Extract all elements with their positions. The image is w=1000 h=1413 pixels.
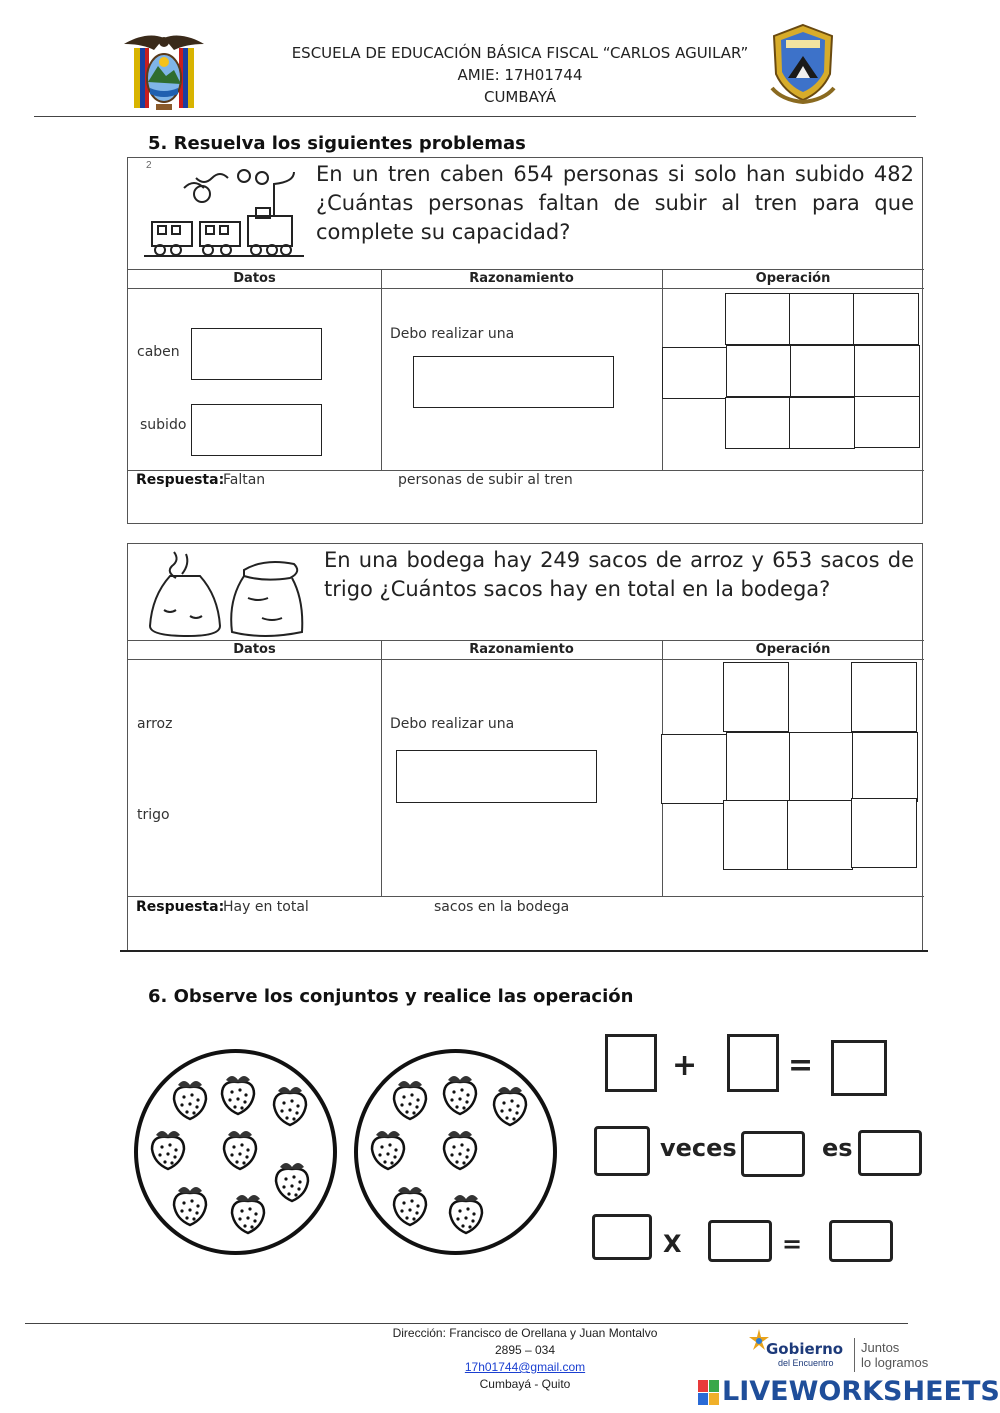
problem-1-reasoning-input[interactable] — [413, 356, 614, 408]
problem-2-answer-prefix: Hay en total — [223, 899, 309, 915]
problem-1-label-subido: subido — [140, 417, 187, 433]
strawberry-icon — [368, 1125, 408, 1171]
problem-1-col-operacion: Operación — [755, 271, 831, 286]
train-icon — [144, 164, 304, 260]
problem-1-answer-prefix: Faltan — [223, 472, 266, 488]
times-result-input[interactable] — [858, 1130, 922, 1176]
times-count-input[interactable] — [594, 1126, 650, 1176]
gobierno-slogan-1: Juntos — [861, 1340, 900, 1355]
strawberry-icon — [148, 1125, 188, 1171]
plus-sign: + — [672, 1048, 698, 1083]
problem-1-header-top-line — [128, 269, 924, 270]
problem-1-op-cell[interactable] — [854, 396, 920, 448]
problem-2-reasoning-input[interactable] — [396, 750, 597, 803]
problem-2-col-datos: Datos — [233, 642, 276, 657]
footer-divider — [25, 1323, 908, 1324]
problem-1-card — [127, 157, 923, 524]
problem-1-col-datos: Datos — [233, 271, 276, 286]
problem-2-col-operacion: Operación — [755, 642, 831, 657]
strawberry-icon — [170, 1075, 210, 1121]
problem-1-answer-suffix: personas de subir al tren — [398, 472, 573, 488]
problem-1-op-cell[interactable] — [790, 345, 856, 397]
problem-2-answer-suffix: sacos en la bodega — [434, 899, 570, 915]
strawberry-icon — [228, 1189, 268, 1235]
footer-city: Cumbayá - Quito — [479, 1377, 571, 1391]
problem-2-label-arroz: arroz — [137, 716, 173, 732]
problem-1-op-cell[interactable] — [853, 293, 919, 345]
gobierno-slogan-2: lo logramos — [861, 1355, 929, 1370]
ecuador-coat-of-arms-icon — [120, 30, 208, 112]
problem-2-answer-line — [128, 896, 924, 897]
strawberry-icon — [170, 1181, 210, 1227]
strawberry-icon — [440, 1070, 480, 1116]
problem-1-op-cell[interactable] — [726, 345, 792, 397]
problem-2-header-top-line — [128, 640, 924, 641]
footer-email-link[interactable]: 17h01744@gmail.com — [464, 1360, 586, 1374]
problem-1-label-caben: caben — [137, 344, 180, 360]
problem-2-op-cell[interactable] — [661, 734, 727, 804]
strawberry-icon — [446, 1189, 486, 1235]
liveworksheets-logo — [698, 1376, 998, 1410]
equals-sign: = — [788, 1048, 814, 1083]
problem-2-col-razonamiento: Razonamiento — [469, 642, 574, 657]
problem-2-reasoning-text: Debo realizar una — [390, 716, 515, 732]
problem-1-op-cell[interactable] — [662, 347, 728, 399]
problem-2-op-cell[interactable] — [723, 662, 789, 732]
sum-addend-2-input[interactable] — [727, 1034, 779, 1092]
strawberry-icon — [390, 1075, 430, 1121]
problem-1-op-cell[interactable] — [789, 397, 855, 449]
liveworksheets-mark-icon — [698, 1380, 720, 1406]
strawberry-icon — [390, 1181, 430, 1227]
strawberry-icon — [220, 1125, 260, 1171]
footer-address: Dirección: Francisco de Orellana y Juan Montalvo — [392, 1326, 658, 1340]
problem-2-op-cell[interactable] — [726, 732, 792, 802]
problem-1-answer-line — [128, 470, 924, 471]
school-amie: AMIE: 17H01744 — [457, 66, 583, 84]
section-5-title: 5. Resuelva los siguientes problemas — [148, 133, 526, 154]
multiply-sign: X — [663, 1230, 682, 1258]
times-group-input[interactable] — [741, 1131, 805, 1177]
gobierno-sub: del Encuentro — [778, 1358, 834, 1368]
es-word: es — [822, 1134, 853, 1162]
problem-2-op-cell[interactable] — [723, 800, 789, 870]
school-name: ESCUELA DE EDUCACIÓN BÁSICA FISCAL “CARLOS AGUILAR” — [291, 44, 749, 62]
problem-2-text: En una bodega hay 249 sacos de arroz y 653 sacos de trigo ¿Cuántos sacos hay en total en la bodega? — [324, 548, 914, 601]
liveworksheets-brand: LIVEWORKSHEETS — [722, 1376, 1000, 1407]
problem-2-op-cell[interactable] — [851, 662, 917, 732]
footer-phone: 2895 – 034 — [494, 1343, 556, 1357]
strawberry-icon — [490, 1081, 530, 1127]
strawberry-icon — [440, 1125, 480, 1171]
section-6-title: 6. Observe los conjuntos y realice las operación — [148, 986, 634, 1007]
problem-1-corner-mark: 2 — [146, 160, 152, 171]
problem-2-label-trigo: trigo — [137, 807, 170, 823]
sum-result-input[interactable] — [831, 1040, 887, 1096]
problem-2-col-divider-1 — [381, 640, 382, 897]
school-city: CUMBAYÁ — [483, 88, 557, 106]
problem-2-header-bottom-line — [128, 659, 924, 660]
sacks-icon — [144, 548, 314, 640]
problem-1-col-razonamiento: Razonamiento — [469, 271, 574, 286]
multiply-factor-1-input[interactable] — [592, 1214, 652, 1260]
gobierno-name: Gobierno — [766, 1340, 844, 1358]
sum-addend-1-input[interactable] — [605, 1034, 657, 1092]
problem-1-text: En un tren caben 654 personas si solo han subido 482 ¿Cuántas personas faltan de subir al tren para que complete su capacidad? — [316, 162, 914, 244]
header-divider — [34, 116, 916, 117]
school-emblem-icon — [762, 22, 844, 104]
strawberry-icon — [218, 1070, 258, 1116]
gobierno-divider — [854, 1338, 855, 1372]
problem-1-reasoning-text: Debo realizar una — [390, 326, 515, 342]
problem-2-op-cell[interactable] — [852, 732, 918, 802]
gobierno-logo — [748, 1326, 948, 1374]
problem-1-op-cell[interactable] — [725, 397, 791, 449]
veces-word: veces — [660, 1134, 737, 1162]
strawberry-icon — [272, 1157, 312, 1203]
problem-2-op-cell[interactable] — [789, 732, 855, 802]
school-header — [250, 42, 790, 108]
problem-1-subido-input[interactable] — [191, 404, 322, 456]
strawberry-icon — [270, 1081, 310, 1127]
problem-1-caben-input[interactable] — [191, 328, 322, 380]
problem-1-op-cell[interactable] — [854, 345, 920, 397]
problem-1-col-divider-1 — [381, 269, 382, 470]
multiply-result-input[interactable] — [829, 1220, 893, 1262]
multiply-factor-2-input[interactable] — [708, 1220, 772, 1262]
problem-2-card — [127, 543, 923, 951]
multiply-equals-sign: = — [782, 1230, 803, 1258]
problem-1-answer-label: Respuesta: — [136, 472, 225, 488]
problem-2-op-cell[interactable] — [787, 800, 853, 870]
problem-2-bottom-rule — [120, 950, 928, 952]
problem-1-op-cell[interactable] — [725, 293, 791, 345]
problem-1-op-cell[interactable] — [789, 293, 855, 345]
problem-2-op-cell[interactable] — [851, 798, 917, 868]
problem-1-header-bottom-line — [128, 288, 924, 289]
problem-2-answer-label: Respuesta: — [136, 899, 225, 915]
footer-contact — [330, 1325, 720, 1393]
